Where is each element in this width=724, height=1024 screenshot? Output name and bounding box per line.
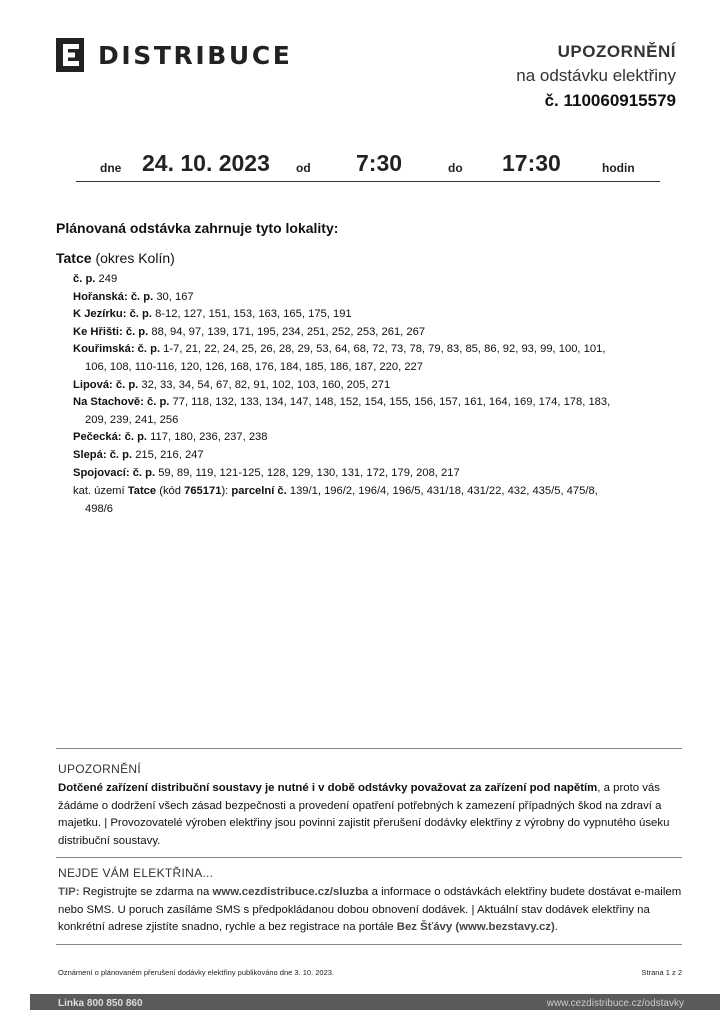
- list-item: K Jezírku: č. p. 8-12, 127, 151, 153, 163, 165, 175, 191: [73, 308, 352, 321]
- to-label: do: [448, 161, 463, 175]
- day-label: dne: [100, 161, 122, 175]
- hours-label: hodin: [602, 161, 635, 175]
- tip-title: NEJDE VÁM ELEKTŘINA...: [58, 866, 214, 880]
- company-logo: [56, 38, 292, 72]
- from-time: 7:30: [356, 150, 403, 176]
- publication-note: Oznámení o plánovaném přerušení dodávky elektřiny publikováno dne 3. 10. 2023.: [58, 968, 335, 977]
- list-item: Kouřimská: č. p. 1-7, 21, 22, 24, 25, 26, 28, 29, 53, 64, 68, 72, 73, 78, 79, 83, 85, 86, 92, 93, 99, 100, 101, 106, 108, 110-116, 120, 126, 168, 176, 184, 185, 186, 187, 220, 227: [73, 343, 606, 373]
- list-item: Pečecká: č. p. 117, 180, 236, 237, 238: [73, 431, 268, 444]
- list-item: Slepá: č. p. 215, 216, 247: [73, 448, 204, 461]
- brand-name: DISTRIBUCE: [98, 40, 293, 70]
- divider: [56, 748, 682, 749]
- notice-heading: [516, 40, 676, 114]
- list-item: Hořanská: č. p. 30, 167: [73, 290, 194, 303]
- to-time: 17:30: [502, 150, 561, 176]
- cadastral-item: kat. území Tatce (kód 765171): parcelní č. 139/1, 196/2, 196/4, 196/5, 431/18, 431/22, 432, 435/5, 475/8, 498/6: [73, 485, 598, 515]
- list-item: Lipová: č. p. 32, 33, 34, 54, 67, 82, 91, 102, 103, 160, 205, 271: [73, 378, 391, 391]
- footer-web: www.cezdistribuce.cz/odstavky: [546, 998, 684, 1009]
- divider: [56, 944, 682, 945]
- list-item: Na Stachově: č. p. 77, 118, 132, 133, 134, 147, 148, 152, 154, 155, 156, 157, 161, 164, 169, 174, 178, 183, 209, 239, 241, 256: [73, 396, 611, 426]
- divider: [56, 857, 682, 858]
- locations-intro: Plánovaná odstávka zahrnuje tyto lokality:: [56, 220, 339, 236]
- list-item: Spojovací: č. p. 59, 89, 119, 121-125, 128, 129, 130, 131, 172, 179, 208, 217: [73, 466, 460, 479]
- registration-link[interactable]: www.cezdistribuce.cz/sluzba: [212, 886, 369, 898]
- cez-logo-icon: [56, 38, 84, 72]
- notice-title: UPOZORNĚNÍ: [557, 42, 676, 61]
- locations-list: [73, 271, 673, 518]
- notice-number: č. 110060915579: [544, 91, 676, 110]
- list-item: č. p. 249: [73, 273, 118, 285]
- hotline-text: Linka 800 850 860: [58, 998, 143, 1009]
- warning-title: UPOZORNĚNÍ: [58, 762, 142, 776]
- from-label: od: [296, 161, 311, 175]
- tip-text: TIP: Registrujte se zdarma na www.cezdistribuce.cz/sluzba a informace o odstávkách elektřiny budete dostávat e-mailem nebo SMS. U poruch zasíláme SMS s předpokládanou dobou obnovení dodávek. | Aktuální stav dodávek elektřiny na konkrétní adrese zjistíte snadno, rychle a bez registrace na portále Bez Šťávy (www.bezstavy.cz).: [58, 886, 682, 934]
- outage-date: 24. 10. 2023: [142, 150, 270, 176]
- list-item: Ke Hřišti: č. p. 88, 94, 97, 139, 171, 195, 234, 251, 252, 253, 261, 267: [73, 325, 426, 338]
- page-number: Strana 1 z 2: [641, 968, 682, 977]
- bezstavy-link[interactable]: Bez Šťávy (www.bezstavy.cz): [396, 921, 555, 934]
- notice-subtitle: na odstávku elektřiny: [516, 66, 676, 85]
- town-heading: [56, 250, 175, 266]
- town-name: Tatce: [56, 250, 92, 266]
- warning-text: Dotčené zařízení distribuční soustavy je nutné i v době odstávky považovat za zařízení pod napětím, a proto vás žádáme o dodržení všech zásad bezpečnosti a provedení opatření potřebných k zamezení případných škod na zdraví a majetku. | Provozovatelé výroben elektřiny jsou povinni zajistit přerušení dodávky elektřiny z výrobny do vypnutého úseku distribuční soustavy.: [58, 782, 670, 847]
- schedule-line: [76, 148, 660, 182]
- town-district: (okres Kolín): [95, 250, 175, 266]
